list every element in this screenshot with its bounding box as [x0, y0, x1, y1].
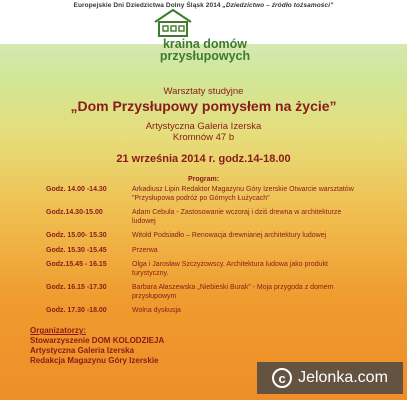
- schedule-row: [46, 232, 366, 241]
- poster-subtitle: Warsztaty studyjne: [163, 86, 244, 97]
- schedule-desc: Wolna dyskusja: [132, 307, 181, 314]
- watermark-badge: [257, 362, 403, 394]
- program-label: Program:: [187, 176, 220, 183]
- logo-line-1: kraina domów: [162, 37, 248, 51]
- schedule-desc: Arkadiusz Lipin Redaktor Magazynu Góry Izerskie Otwarcie warsztatów "Przysłupowa podróż po Górnych Łużycach": [132, 186, 354, 202]
- organizers-heading: Organizatorzy:: [30, 326, 87, 335]
- venue-name: Artystyczna Galeria Izerska: [145, 121, 262, 132]
- schedule-row: [46, 307, 366, 316]
- schedule-time: Godz. 15.30 -15.45: [46, 246, 107, 254]
- schedule: [46, 186, 366, 322]
- schedule-time: Godz. 15.00- 15.30: [46, 232, 107, 239]
- schedule-desc: Olga i Jarosław Szczyżowscy. Architektura ludowa jako produkt turystyczny.: [132, 261, 328, 277]
- venue: [0, 121, 407, 143]
- schedule-desc: Adam Cebula - Zastosowanie wczoraj i dziś drewna w architekturze ludowej: [132, 209, 342, 225]
- schedule-row: [46, 209, 366, 226]
- house-icon: [153, 8, 193, 38]
- header-text: Europejskie Dni Dziedzictwa Dolny Śląsk 2014: [73, 2, 221, 9]
- logo-line-2: przysłupowych: [159, 49, 251, 63]
- schedule-time: Godz. 14.00 -14.30: [46, 186, 107, 193]
- organizer-item: Redakcja Magazynu Góry Izerskie: [30, 356, 159, 365]
- schedule-desc: Witold Podsiadło – Renowacja drewnianej architektury ludowej: [132, 232, 327, 239]
- organizer-item: Stowarzyszenie DOM KOLODZIEJA: [30, 336, 165, 345]
- venue-address: Kromnów 47 b: [172, 132, 235, 143]
- header-tagline: „Dziedzictwo – źródło tożsamości”: [222, 2, 334, 9]
- schedule-desc: Przerwa: [132, 246, 158, 254]
- schedule-time: Godz.14.30-15.00: [46, 209, 103, 216]
- poster-title: „Dom Przysłupowy pomysłem na życie”: [70, 98, 337, 114]
- logo: [150, 8, 260, 78]
- schedule-desc: Barbara Ałaszewska „Niebieski Burak” - Moja przygoda z domem przysłupowym: [132, 284, 334, 300]
- watermark-text: Jelonka.com: [298, 369, 388, 386]
- organizer-item: Artystyczna Galeria Izerska: [30, 346, 135, 355]
- schedule-row: [46, 284, 366, 301]
- schedule-row: [46, 261, 366, 278]
- schedule-time: Godz.15.45 - 16.15: [46, 261, 107, 268]
- schedule-row: [46, 247, 366, 256]
- schedule-row: [46, 186, 366, 203]
- schedule-time: Godz. 16.15 -17.30: [46, 284, 107, 291]
- organizers: [30, 326, 164, 366]
- schedule-time: Godz. 17.30 -18.00: [46, 307, 107, 314]
- event-date: 21 września 2014 r. godz.14-18.00: [116, 153, 291, 165]
- logo-text: [150, 38, 260, 62]
- copyright-icon: c: [272, 368, 292, 388]
